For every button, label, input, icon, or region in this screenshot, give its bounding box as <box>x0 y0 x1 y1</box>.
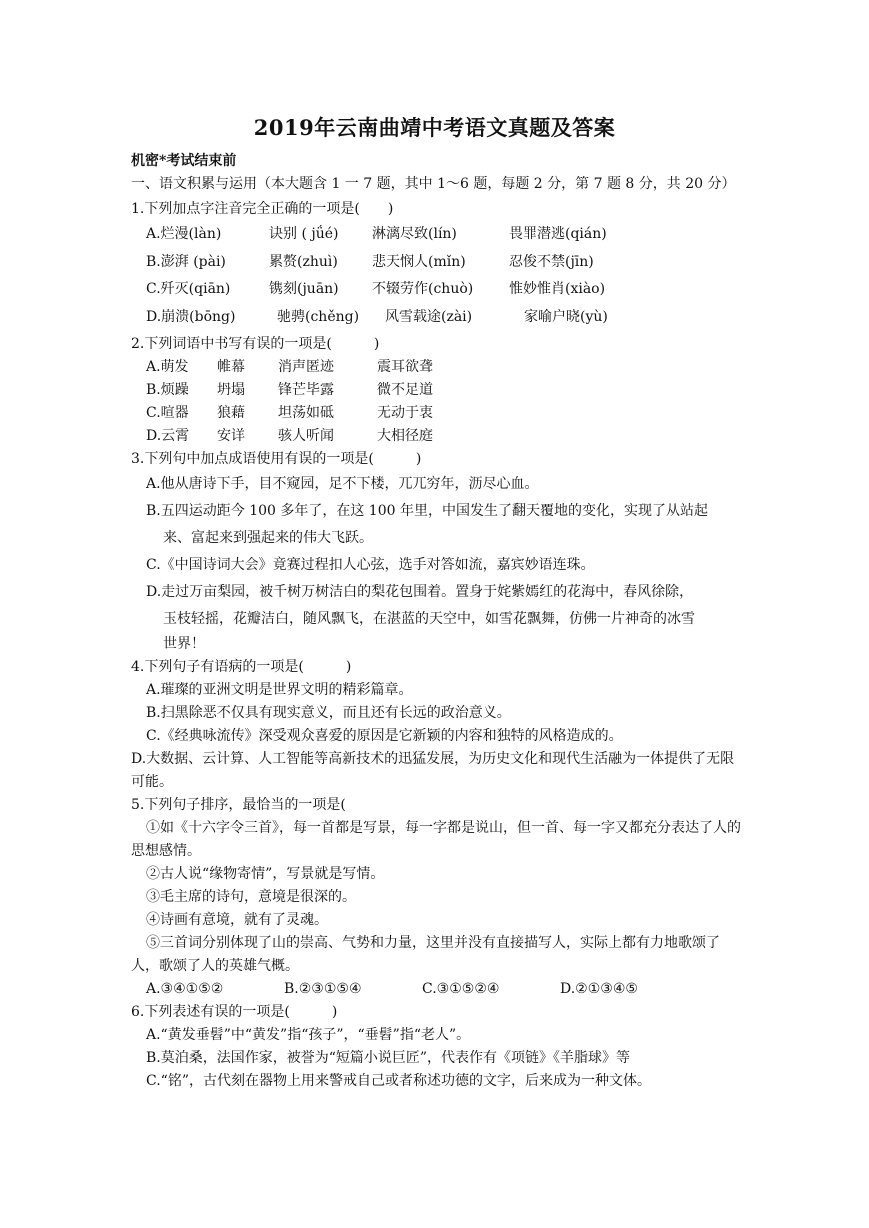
q2-c-1: C.喧器 <box>146 405 189 421</box>
q2-d-4: 大相径庭 <box>377 428 433 444</box>
q2-option-c <box>131 402 743 425</box>
q5-answer-options <box>131 978 743 1001</box>
q1-option-c <box>131 276 743 304</box>
q4-option-a: A.璀璨的亚洲文明是世界文明的精彩篇章。 <box>146 682 413 698</box>
q2-b-4: 微不足道 <box>377 382 433 398</box>
q3-option-d-line2: 玉枝轻摇，花瓣洁白，随风飘飞，在湛蓝的天空中，如雪花飘舞，仿佛一片神奇的冰雪 <box>163 611 695 627</box>
q1-d-2: 驰骋(chěng) <box>277 308 360 325</box>
exam-content <box>131 150 743 1093</box>
q1-c-2: 镌刻(juān) <box>269 281 339 297</box>
q2-d-3: 骇人听闻 <box>278 428 334 444</box>
q3-option-b-line1: B.五四运动距今 100 多年了，在这 100 年里，中国发生了翻天覆地的变化，实现了从站起 <box>146 503 708 519</box>
q5-answer-c: C.③①⑤②④ <box>422 981 500 997</box>
q2-c-2: 狼藉 <box>217 405 245 421</box>
q6-option-a: A.“黄发垂髫”中“黄发”指“孩子”，“垂髫”指“老人”。 <box>146 1027 471 1043</box>
q2-a-3: 消声匿迹 <box>278 359 334 375</box>
q1-a-2: 诀别 ( jǘé) <box>269 226 339 242</box>
q1-b-3: 悲天悯人(mǐn) <box>372 253 466 270</box>
q2-a-2: 帷幕 <box>217 359 245 375</box>
q1-option-b <box>131 249 743 277</box>
q3-option-a: A.他从唐诗下手，目不窥园，足不下楼，兀兀穷年，沥尽心血。 <box>146 476 539 492</box>
q1-option-d <box>131 304 743 332</box>
q1-d-1: D.崩溃(bōng) <box>146 308 236 325</box>
secret-label: 机密*考试结束前 <box>131 153 237 169</box>
q3-option-d-line1: D.走过万亩梨园，被千树万树洁白的梨花包围着。置身于姹紫嫣红的花海中，春风徐除， <box>146 584 694 600</box>
q1-c-3: 不辍劳作(chuò) <box>372 281 474 297</box>
q4-option-b: B.扫黑除恶不仅具有现实意义，而且还有长远的政治意义。 <box>146 705 511 721</box>
q2-option-a <box>131 356 743 379</box>
q6-stem: 6.下列表述有误的一项是( ) <box>131 1004 338 1020</box>
q2-b-1: B.烦躁 <box>146 382 189 398</box>
section-one-heading: 一、语文积累与运用（本大题含 1 一 7 题，其中 1～6 题，每题 2 分，第 7 题 8 分，共 20 分） <box>131 176 736 192</box>
q5-sentence-1: ①如《十六字令三首》，每一首都是写景，每一字都是说山，但一首、每一字又都充分表达了人的思想感情。 <box>131 820 741 859</box>
q2-option-d <box>131 425 743 448</box>
q2-c-3: 坦荡如砥 <box>278 405 334 421</box>
q3-option-b-line2: 来、富起来到强起来的伟大飞跃。 <box>163 530 373 546</box>
q2-d-1: D.云霄 <box>146 428 190 444</box>
q2-a-1: A.萌发 <box>146 359 189 375</box>
q1-a-1: A.烂漫(làn) <box>146 226 222 242</box>
q1-a-3: 淋漓尽致(lín) <box>372 226 457 242</box>
q1-option-a <box>131 221 743 249</box>
q2-b-2: 坍塌 <box>217 382 245 398</box>
q5-sentence-2: ②古人说“缘物寄情”，写景就是写情。 <box>146 866 385 882</box>
q5-sentence-5: ⑤三首词分别体现了山的崇高、气势和力量，这里并没有直接描写人，实际上都有力地歌颂了人，歌颂了人的英雄气概。 <box>131 935 720 974</box>
q1-b-2: 累赘(zhuì) <box>269 253 338 270</box>
q4-stem: 4.下列句子有语病的一项是( ) <box>131 659 352 675</box>
q1-d-4: 家喻户晓(yù) <box>524 308 608 325</box>
q2-a-4: 震耳欲聋 <box>377 359 433 375</box>
q5-answer-a: A.③④①⑤② <box>146 981 224 997</box>
q1-d-3: 风雪载途(zài) <box>385 308 473 325</box>
q1-a-4: 畏罪潜逃(qián) <box>509 226 607 242</box>
q6-option-b: B.莫泊桑，法国作家，被誉为“短篇小说巨匠”，代表作有《项链》《羊脂球》等 <box>146 1050 631 1066</box>
q2-b-3: 锋芒毕露 <box>278 382 334 398</box>
page-title: 2019年云南曲靖中考语文真题及答案 <box>253 115 616 140</box>
q2-stem: 2.下列词语中书写有误的一项是( ) <box>131 336 380 352</box>
q3-stem: 3.下列句中加点成语使用有误的一项是( ) <box>131 451 422 467</box>
q1-b-1: B.澎湃 (pài) <box>146 253 226 270</box>
q5-answer-b: B.②③①⑤④ <box>284 981 362 997</box>
q2-c-4: 无动于衷 <box>377 405 433 421</box>
q5-answer-d: D.②①③④⑤ <box>560 981 638 997</box>
q2-option-b <box>131 379 743 402</box>
q5-stem: 5.下列句子排序，最恰当的一项是( <box>131 797 346 813</box>
q2-d-2: 安详 <box>217 428 245 444</box>
q4-option-c: C.《经典咏流传》深受观众喜爱的原因是它新颖的内容和独特的风格造成的。 <box>146 728 623 744</box>
q1-c-1: C.歼灭(qiān) <box>146 281 231 297</box>
q4-option-d: D.大数据、云计算、人工智能等高新技术的迅猛发展，为历史文化和现代生活融为一体提供了无限可能。 <box>131 751 735 790</box>
q1-c-4: 惟妙惟肖(xiào) <box>509 281 606 297</box>
q1-stem: 1.下列加点字注音完全正确的一项是( ) <box>131 201 394 217</box>
q1-b-4: 忍俊不禁(jīn) <box>509 253 594 270</box>
q6-option-c: C.“铭”，古代刻在器物上用来警戒自己或者称述功德的文字，后来成为一种文体。 <box>146 1073 651 1089</box>
q3-option-d-line3: 世界！ <box>163 636 205 652</box>
q3-option-c: C.《中国诗词大会》竟赛过程扣人心弦，选手对答如流，嘉宾妙语连珠。 <box>146 557 595 573</box>
q5-sentence-3: ③毛主席的诗句，意境是很深的。 <box>146 889 356 905</box>
q5-sentence-4: ④诗画有意境，就有了灵魂。 <box>146 912 328 928</box>
